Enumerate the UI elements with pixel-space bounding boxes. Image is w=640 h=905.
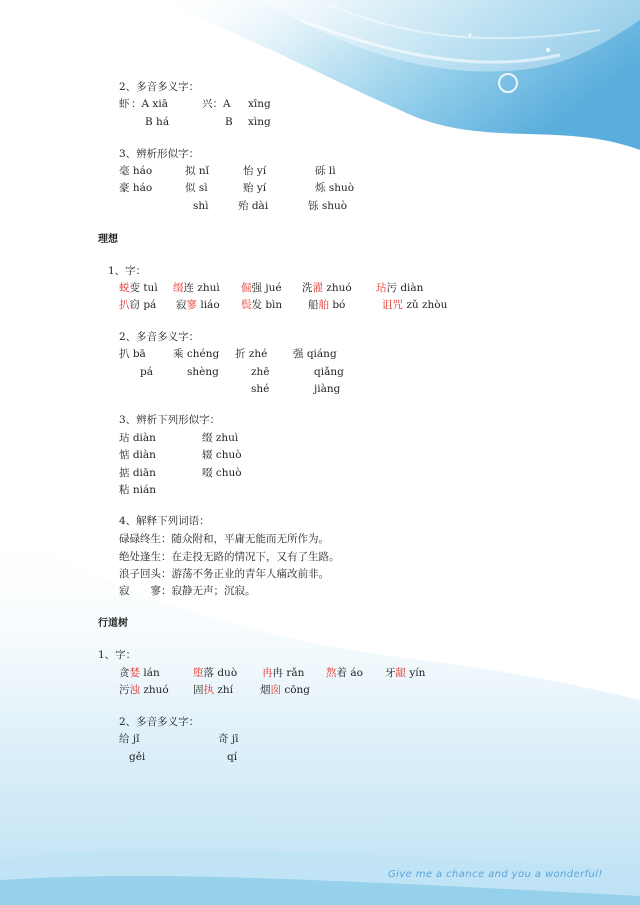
xing-reading-a: xīng [248,98,271,110]
list-item: 毫 háo [119,165,153,177]
xia-reading-a: ：A xiā [131,98,168,110]
word-item: 船舶 bó [308,299,346,311]
list-item: 奇 jī [218,733,239,745]
list-item: qiǎng [314,366,344,378]
section-title-xingdaoshu: 行道树 [98,618,128,629]
word-item: 洗濯 zhuó [302,282,352,294]
bianxi-header: 3、辨析下列形似字： [119,414,221,426]
footer-slogan: Give me a chance and you a wonderful! [388,869,603,880]
list-item: 辍 chuò [202,449,242,461]
list-item: 似 sì [185,182,208,194]
bianxi-header: 3、辨析形似字： [119,148,200,160]
list-item: 豪 háo [119,182,153,194]
word-item: 寂寥 liáo [176,299,220,311]
list-item: 铄 shuò [308,200,348,212]
word-item: 牙龈 yín [385,667,426,679]
list-item: shé [251,383,270,395]
definition-item: 绝处逢生：在走投无路的情况下，又有了生路。 [119,551,340,563]
word-item: 固执 zhí [193,684,233,696]
char-xing: 兴：A [202,98,231,110]
list-item: 乘 chéng [173,348,220,360]
list-item: 扒 bā [119,348,146,360]
list-item: 砾 lì [315,165,336,177]
duoyin-header: 2、多音多义字： [119,331,200,343]
zi-header: 1、字： [108,265,147,277]
duoyin-header: 2、多音多义字： [119,81,200,93]
word-item: 烟囱 cōng [260,684,311,696]
list-item: 怡 yí [243,165,267,177]
list-item: 拟 nǐ [185,165,209,177]
definition-item: 寂 寥：寂静无声；沉寂。 [119,585,256,597]
word-item: 缀连 zhuì [173,282,220,294]
list-item: pá [140,366,153,378]
word-item: 蜕变 tuì [119,282,158,294]
jieshi-header: 4、解释下列词语： [119,515,210,527]
xia-reading-b: B há [145,116,170,128]
xing-reading-b: xìng [248,116,271,128]
list-item: 殆 dài [238,200,269,212]
list-item: 掂 diān [119,467,156,479]
section-title-lixiang: 理想 [98,234,118,245]
word-item: 熬着 áo [326,667,363,679]
char-xia: 虾 [119,98,130,110]
duoyin-header: 2、多音多义字： [119,716,200,728]
list-item: 折 zhé [235,348,268,360]
list-item: qí [227,751,238,763]
zi-header: 1、字： [98,649,137,661]
list-item: 贻 yí [243,182,267,194]
list-item: gěi [129,751,146,763]
word-item: 扒窃 pá [119,299,157,311]
xing-label-b: B [225,116,233,128]
word-item: 倔强 jué [241,282,282,294]
list-item: 缀 zhuì [202,432,239,444]
word-item: 冉冉 rǎn [262,667,305,679]
word-item: 贪婪 lán [119,667,160,679]
list-item: 烁 shuò [315,182,355,194]
word-item: 玷污 diàn [376,282,424,294]
list-item: 惦 diàn [119,449,156,461]
list-item: 给 jǐ [119,733,140,745]
list-item: jiàng [314,383,341,395]
word-item: 污浊 zhuó [119,684,169,696]
word-item: 堕落 duò [193,667,238,679]
list-item: shì [193,200,209,212]
list-item: 啜 chuò [202,467,242,479]
list-item: 强 qiáng [293,348,337,360]
list-item: zhē [251,366,270,378]
definition-item: 碌碌终生：随众附和，平庸无能而无所作为。 [119,533,329,545]
word-item: 鬓发 bìn [241,299,283,311]
definition-item: 浪子回头：游荡不务正业的青年人痛改前非。 [119,568,329,580]
list-item: shèng [187,366,219,378]
word-item: 诅咒 zǔ zhòu [382,299,448,311]
list-item: 玷 diàn [119,432,156,444]
list-item: 粘 nián [119,484,156,496]
